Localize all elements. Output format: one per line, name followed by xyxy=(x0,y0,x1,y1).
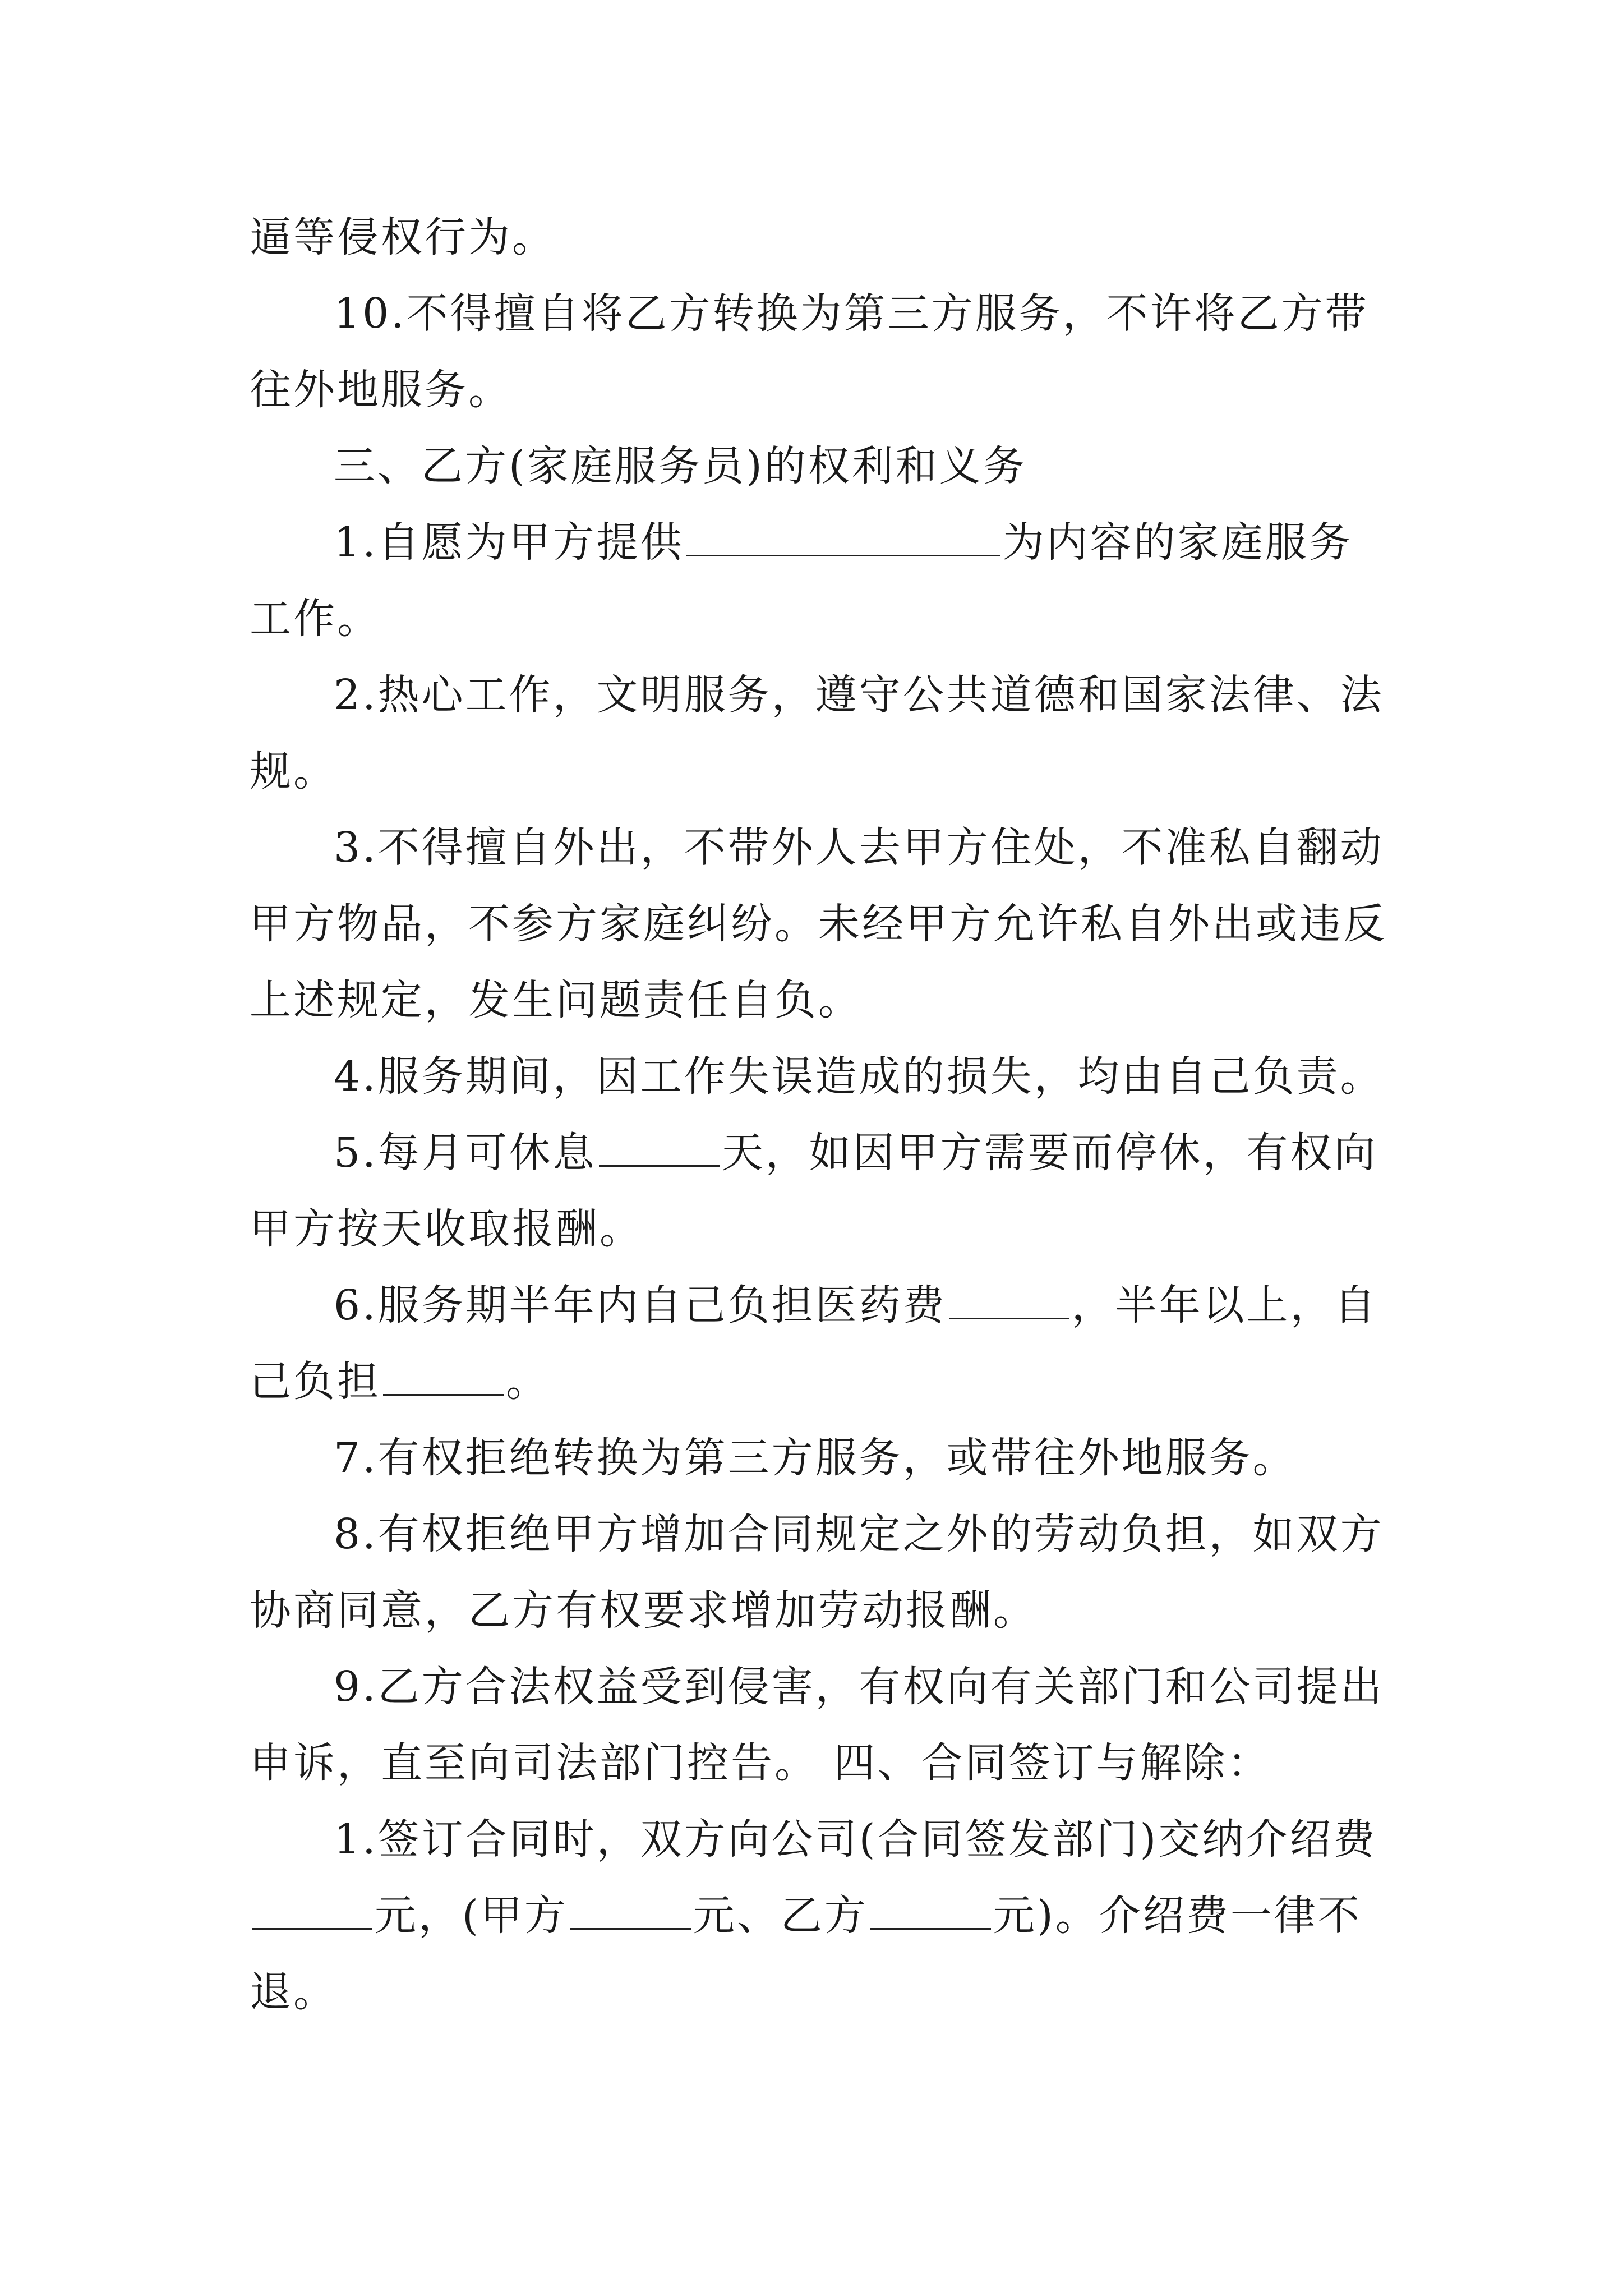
text-span: 逼等侵权行为。 xyxy=(250,213,556,261)
fill-in-blank xyxy=(383,1360,504,1396)
text-span: 。 xyxy=(506,1358,550,1406)
fill-in-blank xyxy=(686,521,1000,556)
text-line xyxy=(250,1954,1394,2030)
text-line xyxy=(250,199,1394,275)
text-line xyxy=(250,1038,1394,1115)
text-line xyxy=(250,962,1394,1038)
text-span: 3.不得擅自外出，不带外人去甲方住处，不准私自翻动 xyxy=(334,823,1384,872)
text-span: 7.有权拒绝转换为第三方服务，或带往外地服务。 xyxy=(334,1434,1297,1482)
text-span: 工作。 xyxy=(250,595,381,643)
text-span: 规。 xyxy=(250,747,337,795)
text-span: 2.热心工作，文明服务，遵守公共道德和国家法律、法 xyxy=(334,671,1384,719)
text-span: 申诉，直至向司法部门控告。 四、合同签订与解除： xyxy=(250,1739,1271,1787)
text-line xyxy=(250,1878,1394,1954)
text-line xyxy=(250,657,1394,733)
text-span: 10.不得擅自将乙方转换为第三方服务，不许将乙方带 xyxy=(334,289,1369,338)
text-span: 三、乙方(家庭服务员)的权利和义务 xyxy=(334,442,1027,490)
text-span: 9.乙方合法权益受到侵害，有权向有关部门和公司提出 xyxy=(334,1663,1384,1711)
text-span: 天，如因甲方需要而停休，有权向 xyxy=(721,1129,1378,1177)
fill-in-blank xyxy=(870,1894,991,1930)
text-line xyxy=(250,1343,1394,1420)
section-heading xyxy=(250,428,1394,504)
fill-in-blank xyxy=(599,1131,720,1167)
text-span: 4.服务期间，因工作失误造成的损失，均由自己负责。 xyxy=(334,1052,1384,1101)
text-span: 退。 xyxy=(250,1968,337,2016)
text-line xyxy=(250,504,1394,581)
text-span: 为内容的家庭服务 xyxy=(1002,518,1353,567)
text-span: 1.自愿为甲方提供 xyxy=(334,518,684,567)
text-span: 元、乙方 xyxy=(693,1892,868,1940)
text-span: 1.签订合同时，双方向公司(合同签发部门)交纳介绍费 xyxy=(334,1815,1377,1864)
text-span: 甲方按天收取报酬。 xyxy=(250,1205,643,1253)
text-line xyxy=(250,275,1394,352)
text-line xyxy=(250,1572,1394,1649)
text-line xyxy=(250,886,1394,962)
fill-in-blank xyxy=(252,1894,372,1930)
text-line xyxy=(250,1801,1394,1878)
text-line xyxy=(250,1649,1394,1725)
text-line xyxy=(250,1115,1394,1191)
text-line xyxy=(250,809,1394,886)
text-line xyxy=(250,1420,1394,1496)
text-span: 甲方物品，不参方家庭纠纷。未经甲方允许私自外出或违反 xyxy=(250,900,1387,948)
text-span: 己负担 xyxy=(250,1358,381,1406)
text-span: 上述规定，发生问题责任自负。 xyxy=(250,976,862,1024)
text-span: 往外地服务。 xyxy=(250,366,512,414)
text-line xyxy=(250,1725,1394,1801)
text-span: 协商同意，乙方有权要求增加劳动报酬。 xyxy=(250,1586,1037,1635)
text-line xyxy=(250,1267,1394,1343)
text-line xyxy=(250,1191,1394,1267)
document-page xyxy=(250,199,1394,2030)
fill-in-blank xyxy=(570,1894,691,1930)
text-span: 元)。介绍费一律不 xyxy=(993,1892,1362,1940)
text-span: 5.每月可休息 xyxy=(334,1129,597,1177)
fill-in-blank xyxy=(949,1284,1069,1319)
text-line xyxy=(250,1496,1394,1572)
text-span: 8.有权拒绝甲方增加合同规定之外的劳动负担，如双方 xyxy=(334,1510,1384,1558)
text-span: 6.服务期半年内自己负担医药费 xyxy=(334,1281,947,1329)
text-line xyxy=(250,352,1394,428)
text-span: ，半年以上，自 xyxy=(1071,1281,1378,1329)
text-line xyxy=(250,581,1394,657)
text-line xyxy=(250,733,1394,809)
text-span: 元，(甲方 xyxy=(375,1892,568,1940)
